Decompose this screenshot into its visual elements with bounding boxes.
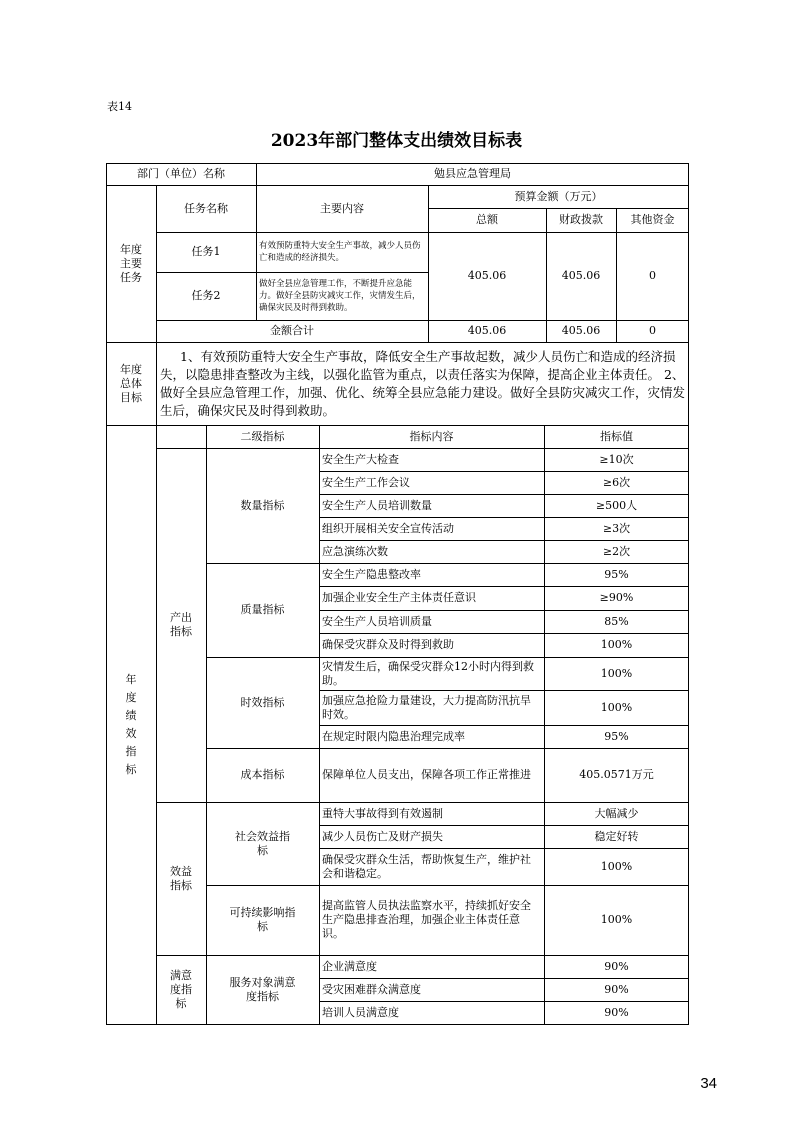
page-number: 34 (700, 1075, 717, 1092)
task-content: 有效预防重特大安全生产事故，减少人员伤亡和造成的经济损失。 (259, 241, 421, 263)
indicator-value: 稳定好转 (594, 829, 639, 843)
indicator-value-header: 指标值 (600, 429, 633, 443)
indicator-content: 安全生产人员培训数量 (322, 498, 432, 512)
task-content: 做好全县应急管理工作，不断提升应急能力。做好全县防灾减灾工作，灾情发生后，确保灾民及时得到救助。 (259, 279, 421, 313)
indicator-value: 405.0571万元 (579, 768, 654, 781)
indicator-content: 应急演练次数 (322, 544, 388, 558)
dept-name-value: 勉县应急管理局 (434, 167, 511, 180)
task-name: 任务1 (191, 245, 221, 258)
indicator-value: 大幅减少 (594, 806, 639, 820)
fiscal-header: 财政拨款 (559, 213, 603, 226)
indicator-content: 重特大事故得到有效遏制 (322, 806, 443, 820)
task-total-amount: 405.06 (467, 269, 507, 282)
service-satisfaction-label: 服务对象满意度指标 (229, 975, 296, 1003)
performance-table (106, 163, 689, 1025)
budget-amount-header: 预算金额（万元） (514, 189, 603, 203)
indicator-content: 安全生产隐患整改率 (322, 567, 421, 581)
overall-goal-text: 1、有效预防重特大安全生产事故，降低安全生产事故起数，减少人员伤亡和造成的经济损失，以隐患排查整改为主线，以强化监管为重点，以责任落实为保障，提高企业主体责任。 2、做好全县应急管理工作，加强、优化、统筹全县应急能力建设。做好全县防灾减灾工作，灾情发生后，确保灾民及时得到救助。 (160, 348, 686, 418)
indicator-value: 100% (600, 913, 633, 926)
indicator-content: 提高监管人员执法监察水平，持续抓好安全生产隐患排查治理，加强企业主体责任意识。 (322, 899, 531, 940)
amount-total-label: 金额合计 (270, 324, 314, 337)
total-header: 总额 (476, 213, 498, 226)
indicator-value: 90% (604, 959, 629, 973)
indicator-content: 减少人员伤亡及财产损失 (322, 829, 443, 843)
indicator-value: 100% (600, 859, 633, 873)
indicator-value: 90% (604, 982, 629, 996)
social-benefit-label: 社会效益指标 (235, 829, 290, 857)
quality-indicator-label: 质量指标 (240, 603, 285, 616)
page-title: 2023年部门整体支出绩效目标表 (270, 131, 523, 151)
indicator-content: 企业满意度 (322, 959, 377, 973)
indicator-content: 安全生产工作会议 (322, 475, 410, 489)
annual-indicators-label: 年度绩效指标 (125, 672, 137, 776)
benefit-indicator-label: 效益指标 (170, 864, 192, 892)
indicator-value: 100% (600, 666, 633, 680)
task-fiscal-amount: 405.06 (561, 269, 601, 282)
overall-goal-label: 年度总体目标 (120, 362, 142, 404)
indicator-value: 100% (600, 638, 633, 651)
indicator-content: 加强应急抢险力量建设，大力提高防汛抗旱时效。 (322, 693, 531, 721)
annual-tasks-label: 年度主要任务 (120, 242, 142, 284)
indicator-content-header: 指标内容 (409, 429, 454, 443)
indicator-value: ≥2次 (602, 544, 631, 558)
grid-line (106, 1024, 689, 1025)
indicator-value: ≥3次 (602, 521, 631, 535)
sum-other-amount: 0 (649, 324, 656, 337)
indicator-value: 90% (604, 1005, 629, 1019)
indicator-content: 安全生产大检查 (322, 452, 399, 466)
indicator-content: 灾情发生后，确保受灾群众12小时内得到救助。 (322, 659, 534, 687)
cost-indicator-label: 成本指标 (240, 768, 285, 781)
sum-total-amount: 405.06 (467, 324, 507, 337)
indicator-content: 受灾困难群众满意度 (322, 982, 421, 996)
indicator-value: ≥90% (599, 591, 634, 604)
indicator-value: ≥500人 (595, 498, 638, 512)
satisfaction-indicator-label: 满意度指标 (170, 968, 192, 1010)
sustainable-impact-label: 可持续影响指标 (229, 906, 296, 933)
indicator-content: 确保受灾群众生活，帮助恢复生产，维护社会和谐稳定。 (322, 852, 531, 880)
indicator-content: 培训人员满意度 (322, 1005, 399, 1019)
task-other-amount: 0 (649, 269, 656, 282)
indicator-value: 85% (604, 614, 629, 628)
indicator-content: 在规定时限内隐患治理完成率 (322, 729, 465, 743)
indicator-content: 组织开展相关安全宣传活动 (322, 521, 454, 535)
level2-header: 二级指标 (240, 429, 285, 443)
table-label: 表14 (107, 100, 132, 113)
indicator-value: ≥6次 (602, 475, 631, 489)
other-funds-header: 其他资金 (630, 213, 675, 226)
quantity-indicator-label: 数量指标 (240, 498, 285, 512)
task-name-header: 任务名称 (184, 201, 228, 215)
output-indicator-label: 产出指标 (170, 611, 192, 638)
indicator-content: 确保受灾群众及时得到救助 (322, 638, 454, 651)
dept-name-label: 部门（单位）名称 (137, 167, 225, 180)
indicator-content: 加强企业安全生产主体责任意识 (322, 591, 476, 604)
indicator-value: 95% (604, 567, 629, 581)
task-name: 任务2 (191, 289, 221, 302)
timeliness-indicator-label: 时效指标 (240, 695, 285, 709)
indicator-value: ≥10次 (599, 452, 634, 466)
indicator-content: 安全生产人员培训质量 (322, 614, 432, 628)
sum-fiscal-amount: 405.06 (561, 324, 601, 337)
indicator-value: 95% (604, 729, 629, 743)
indicator-content: 保障单位人员支出，保障各项工作正常推进 (322, 768, 531, 781)
indicator-value: 100% (600, 700, 633, 714)
main-content-header: 主要内容 (320, 201, 364, 215)
